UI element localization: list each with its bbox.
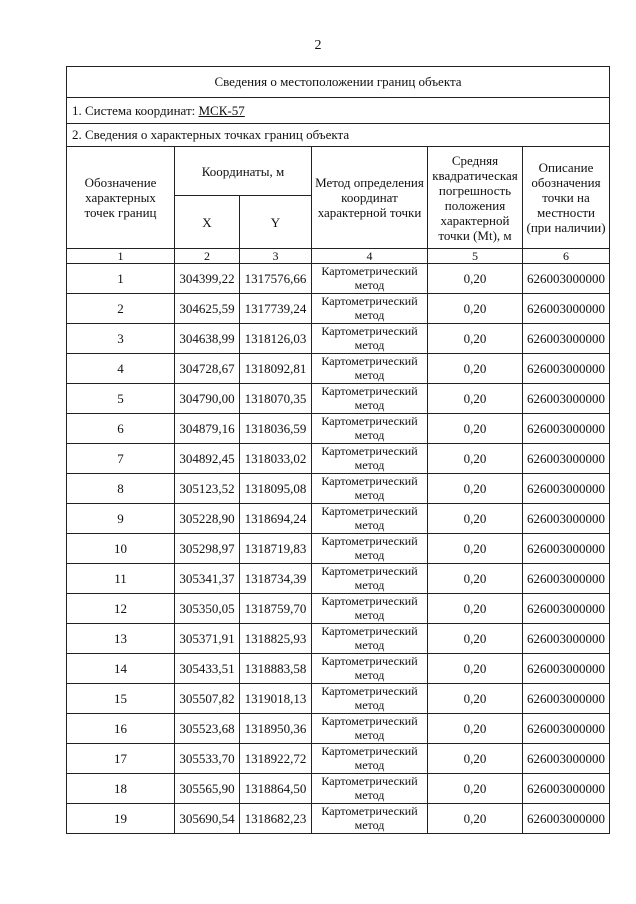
method-cell	[312, 774, 428, 804]
points-section-label: 2. Сведения о характерных точках границ объекта	[67, 124, 610, 147]
method-line-1: Картометрический	[321, 473, 418, 488]
method-line-2: метод	[354, 697, 385, 712]
table-title: Сведения о местоположении границ объекта	[67, 67, 610, 98]
method-line-2: метод	[354, 397, 385, 412]
method-line-2: метод	[354, 277, 385, 292]
method-cell	[312, 564, 428, 594]
method-line-1: Картометрический	[321, 323, 418, 338]
y-coordinate-cell: 1318694,24	[240, 504, 312, 534]
y-coordinate-cell: 1318950,36	[240, 714, 312, 744]
method-line-1: Картометрический	[321, 293, 418, 308]
column-number: 3	[240, 249, 312, 264]
method-line-1: Картометрический	[321, 803, 418, 818]
method-cell	[312, 264, 428, 294]
x-coordinate-cell: 305350,05	[175, 594, 240, 624]
table-row	[67, 474, 610, 504]
method-line-1: Картометрический	[321, 623, 418, 638]
point-number-cell: 13	[67, 624, 175, 654]
accuracy-cell: 0,20	[428, 384, 523, 414]
header-point: Обозначение характерных точек границ	[67, 147, 175, 249]
y-coordinate-cell: 1318825,93	[240, 624, 312, 654]
description-cell: 626003000000	[523, 294, 610, 324]
table-row	[67, 504, 610, 534]
method-line-2: метод	[354, 727, 385, 742]
method-cell	[312, 414, 428, 444]
x-coordinate-cell: 304790,00	[175, 384, 240, 414]
description-cell: 626003000000	[523, 354, 610, 384]
x-coordinate-cell: 305123,52	[175, 474, 240, 504]
table-row	[67, 444, 610, 474]
method-cell	[312, 684, 428, 714]
method-line-1: Картометрический	[321, 413, 418, 428]
y-coordinate-cell: 1318759,70	[240, 594, 312, 624]
y-coordinate-cell: 1317739,24	[240, 294, 312, 324]
accuracy-cell: 0,20	[428, 324, 523, 354]
accuracy-cell: 0,20	[428, 444, 523, 474]
point-number-cell: 17	[67, 744, 175, 774]
x-coordinate-cell: 305533,70	[175, 744, 240, 774]
x-coordinate-cell: 304399,22	[175, 264, 240, 294]
method-line-1: Картометрический	[321, 383, 418, 398]
y-coordinate-cell: 1318864,50	[240, 774, 312, 804]
point-number-cell: 16	[67, 714, 175, 744]
description-cell: 626003000000	[523, 504, 610, 534]
method-cell	[312, 804, 428, 834]
method-line-2: метод	[354, 307, 385, 322]
header-method: Метод определения координат характерной точки	[312, 147, 428, 249]
x-coordinate-cell: 305371,91	[175, 624, 240, 654]
x-coordinate-cell: 305341,37	[175, 564, 240, 594]
method-cell	[312, 624, 428, 654]
table-row	[67, 624, 610, 654]
table-row	[67, 714, 610, 744]
description-cell: 626003000000	[523, 444, 610, 474]
y-coordinate-cell: 1318036,59	[240, 414, 312, 444]
method-line-2: метод	[354, 457, 385, 472]
description-cell: 626003000000	[523, 624, 610, 654]
method-cell	[312, 534, 428, 564]
method-cell	[312, 654, 428, 684]
method-cell	[312, 444, 428, 474]
accuracy-cell: 0,20	[428, 654, 523, 684]
description-cell: 626003000000	[523, 714, 610, 744]
table-row	[67, 294, 610, 324]
accuracy-cell: 0,20	[428, 624, 523, 654]
point-number-cell: 9	[67, 504, 175, 534]
point-number-cell: 11	[67, 564, 175, 594]
table-row	[67, 414, 610, 444]
table-row	[67, 384, 610, 414]
description-cell: 626003000000	[523, 564, 610, 594]
x-coordinate-cell: 305690,54	[175, 804, 240, 834]
method-cell	[312, 594, 428, 624]
y-coordinate-cell: 1318883,58	[240, 654, 312, 684]
accuracy-cell: 0,20	[428, 264, 523, 294]
table-row	[67, 324, 610, 354]
method-line-1: Картометрический	[321, 713, 418, 728]
column-number: 2	[175, 249, 240, 264]
point-number-cell: 5	[67, 384, 175, 414]
y-coordinate-cell: 1317576,66	[240, 264, 312, 294]
method-cell	[312, 504, 428, 534]
point-number-cell: 4	[67, 354, 175, 384]
accuracy-cell: 0,20	[428, 744, 523, 774]
header-x: X	[175, 196, 240, 249]
description-cell: 626003000000	[523, 324, 610, 354]
description-cell: 626003000000	[523, 744, 610, 774]
y-coordinate-cell: 1318092,81	[240, 354, 312, 384]
y-coordinate-cell: 1318682,23	[240, 804, 312, 834]
column-number: 5	[428, 249, 523, 264]
point-number-cell: 14	[67, 654, 175, 684]
column-number: 1	[67, 249, 175, 264]
column-number: 4	[312, 249, 428, 264]
x-coordinate-cell: 305228,90	[175, 504, 240, 534]
x-coordinate-cell: 304879,16	[175, 414, 240, 444]
y-coordinate-cell: 1318719,83	[240, 534, 312, 564]
coordinate-system-value: МСК-57	[198, 102, 245, 118]
y-coordinate-cell: 1318033,02	[240, 444, 312, 474]
method-line-2: метод	[354, 817, 385, 832]
point-number-cell: 7	[67, 444, 175, 474]
accuracy-cell: 0,20	[428, 594, 523, 624]
method-cell	[312, 714, 428, 744]
point-number-cell: 18	[67, 774, 175, 804]
coordinate-system-label: 1. Система координат:	[72, 102, 199, 118]
table-row	[67, 264, 610, 294]
method-line-1: Картометрический	[321, 593, 418, 608]
y-coordinate-cell: 1318922,72	[240, 744, 312, 774]
method-line-2: метод	[354, 607, 385, 622]
method-line-2: метод	[354, 637, 385, 652]
x-coordinate-cell: 305565,90	[175, 774, 240, 804]
method-cell	[312, 384, 428, 414]
description-cell: 626003000000	[523, 384, 610, 414]
description-cell: 626003000000	[523, 264, 610, 294]
x-coordinate-cell: 304625,59	[175, 294, 240, 324]
x-coordinate-cell: 304728,67	[175, 354, 240, 384]
method-cell	[312, 324, 428, 354]
accuracy-cell: 0,20	[428, 354, 523, 384]
accuracy-cell: 0,20	[428, 534, 523, 564]
method-line-1: Картометрический	[321, 263, 418, 278]
x-coordinate-cell: 305507,82	[175, 684, 240, 714]
coordinate-system-line	[67, 98, 610, 124]
point-number-cell: 2	[67, 294, 175, 324]
accuracy-cell: 0,20	[428, 474, 523, 504]
method-line-2: метод	[354, 427, 385, 442]
description-cell: 626003000000	[523, 594, 610, 624]
method-cell	[312, 474, 428, 504]
description-cell: 626003000000	[523, 684, 610, 714]
point-number-cell: 12	[67, 594, 175, 624]
y-coordinate-cell: 1318126,03	[240, 324, 312, 354]
page-number: 2	[314, 38, 322, 53]
point-number-cell: 15	[67, 684, 175, 714]
table-row	[67, 354, 610, 384]
point-number-cell: 10	[67, 534, 175, 564]
header-coords: Координаты, м	[175, 147, 312, 196]
description-cell: 626003000000	[523, 474, 610, 504]
method-line-1: Картометрический	[321, 563, 418, 578]
point-number-cell: 3	[67, 324, 175, 354]
method-cell	[312, 354, 428, 384]
method-line-2: метод	[354, 577, 385, 592]
point-number-cell: 8	[67, 474, 175, 504]
table-row	[67, 564, 610, 594]
x-coordinate-cell: 304638,99	[175, 324, 240, 354]
method-line-2: метод	[354, 337, 385, 352]
accuracy-cell: 0,20	[428, 774, 523, 804]
x-coordinate-cell: 305433,51	[175, 654, 240, 684]
x-coordinate-cell: 305523,68	[175, 714, 240, 744]
description-cell: 626003000000	[523, 414, 610, 444]
header-accuracy: Средняя квадратическая погрешность положения характерной точки (Mt), м	[428, 147, 523, 249]
y-coordinate-cell: 1318095,08	[240, 474, 312, 504]
accuracy-cell: 0,20	[428, 564, 523, 594]
accuracy-cell: 0,20	[428, 804, 523, 834]
table-row	[67, 774, 610, 804]
accuracy-cell: 0,20	[428, 294, 523, 324]
method-line-1: Картометрический	[321, 443, 418, 458]
method-line-2: метод	[354, 487, 385, 502]
boundary-points-table	[66, 66, 610, 834]
column-number-row	[67, 249, 610, 264]
table-row	[67, 744, 610, 774]
point-number-cell: 6	[67, 414, 175, 444]
point-number-cell: 1	[67, 264, 175, 294]
method-line-2: метод	[354, 667, 385, 682]
method-line-1: Картометрический	[321, 353, 418, 368]
point-number-cell: 19	[67, 804, 175, 834]
header-y: Y	[240, 196, 312, 249]
method-line-2: метод	[354, 517, 385, 532]
description-cell: 626003000000	[523, 804, 610, 834]
method-cell	[312, 294, 428, 324]
table-row	[67, 804, 610, 834]
table-row	[67, 534, 610, 564]
method-line-1: Картометрический	[321, 503, 418, 518]
method-line-1: Картометрический	[321, 773, 418, 788]
method-line-2: метод	[354, 757, 385, 772]
method-line-1: Картометрический	[321, 743, 418, 758]
y-coordinate-cell: 1318734,39	[240, 564, 312, 594]
accuracy-cell: 0,20	[428, 504, 523, 534]
accuracy-cell: 0,20	[428, 684, 523, 714]
x-coordinate-cell: 304892,45	[175, 444, 240, 474]
method-line-2: метод	[354, 547, 385, 562]
x-coordinate-cell: 305298,97	[175, 534, 240, 564]
accuracy-cell: 0,20	[428, 414, 523, 444]
method-cell	[312, 744, 428, 774]
column-number: 6	[523, 249, 610, 264]
table-row	[67, 684, 610, 714]
method-line-1: Картометрический	[321, 683, 418, 698]
accuracy-cell: 0,20	[428, 714, 523, 744]
method-line-1: Картометрический	[321, 533, 418, 548]
method-line-1: Картометрический	[321, 653, 418, 668]
description-cell: 626003000000	[523, 534, 610, 564]
table-row	[67, 594, 610, 624]
method-line-2: метод	[354, 787, 385, 802]
header-description: Описание обозначения точки на местности (при наличии)	[523, 147, 610, 249]
method-line-2: метод	[354, 367, 385, 382]
y-coordinate-cell: 1319018,13	[240, 684, 312, 714]
y-coordinate-cell: 1318070,35	[240, 384, 312, 414]
description-cell: 626003000000	[523, 774, 610, 804]
description-cell: 626003000000	[523, 654, 610, 684]
table-row	[67, 654, 610, 684]
